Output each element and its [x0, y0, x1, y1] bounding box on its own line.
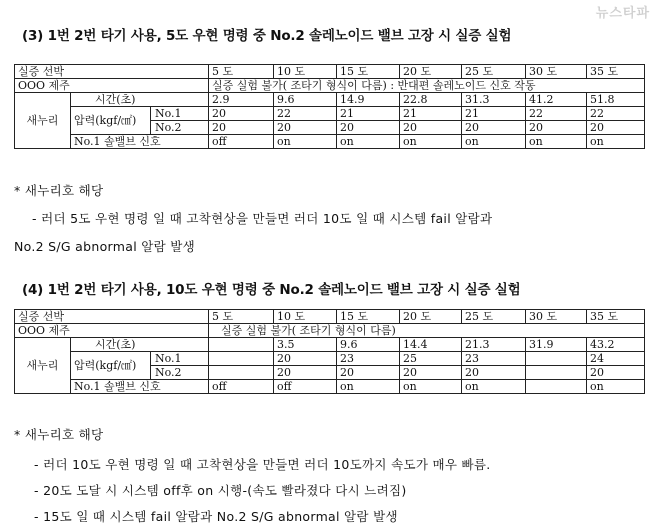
- table-row: [15, 338, 645, 352]
- ooo-vessel-label: OOO 제주: [15, 324, 209, 338]
- table-cell: on: [337, 380, 400, 394]
- table-cell: on: [526, 135, 587, 149]
- table-row: [15, 79, 645, 93]
- angle-cell: 5 도: [209, 65, 274, 79]
- table-cell: 21.3: [462, 338, 526, 352]
- table-header-row: [15, 65, 645, 79]
- section4-bullet: - 러더 10도 우현 명령 일 때 고착현상을 만들면 러더 10도까지 속도가 매우 빠름.: [34, 457, 491, 472]
- table-row: [15, 380, 645, 394]
- table-cell: on: [400, 380, 462, 394]
- table-cell: 41.2: [526, 93, 587, 107]
- table-cell: 25: [400, 352, 462, 366]
- table-cell: on: [587, 135, 645, 149]
- section4-bullet: - 20도 도달 시 시스템 off후 on 시행-(속도 빨라졌다 다시 느려짐): [34, 483, 407, 498]
- vessel-header-cell: 실증 선박: [15, 310, 209, 324]
- table-cell: 2.9: [209, 93, 274, 107]
- angle-cell: 10 도: [274, 65, 337, 79]
- table-cell: 20: [209, 121, 274, 135]
- table-cell: 20: [274, 352, 337, 366]
- table-cell: 22: [526, 107, 587, 121]
- table-cell: 20: [337, 121, 400, 135]
- table-cell: 14.9: [337, 93, 400, 107]
- section4-table: [14, 309, 645, 394]
- table-cell: off: [209, 380, 274, 394]
- table-cell: 22: [587, 107, 645, 121]
- no1-label: No.1: [151, 352, 209, 366]
- table-cell: [526, 352, 587, 366]
- table-cell: 20: [526, 121, 587, 135]
- ooo-note-cell: 실증 실험 불가( 조타기 형식이 다름) : 반대편 솔레노이드 신호 작동: [209, 79, 645, 93]
- valve-signal-label: No.1 솔밸브 신호: [71, 135, 209, 149]
- table-cell: 22: [274, 107, 337, 121]
- table-cell: 20: [209, 107, 274, 121]
- table-cell: on: [462, 135, 526, 149]
- angle-cell: 30 도: [526, 65, 587, 79]
- angle-cell: 25 도: [462, 65, 526, 79]
- sewol-vessel-label: 새누리: [15, 93, 71, 149]
- angle-cell: 35 도: [587, 310, 645, 324]
- table-cell: on: [400, 135, 462, 149]
- angle-cell: 20 도: [400, 310, 462, 324]
- table-row: [15, 93, 645, 107]
- vessel-header-cell: 실증 선박: [15, 65, 209, 79]
- angle-cell: 30 도: [526, 310, 587, 324]
- table-cell: 20: [400, 121, 462, 135]
- angle-cell: 20 도: [400, 65, 462, 79]
- table-cell: on: [587, 380, 645, 394]
- time-label: 시간(초): [71, 93, 209, 107]
- watermark-logo: 뉴스타파: [595, 6, 650, 21]
- table-cell: 20: [400, 366, 462, 380]
- ooo-note-cell: 실증 실험 불가( 조타기 형식이 다름): [209, 324, 645, 338]
- table-cell: 20: [462, 366, 526, 380]
- table-cell: 9.6: [337, 338, 400, 352]
- table-cell: [209, 352, 274, 366]
- table-cell: 31.3: [462, 93, 526, 107]
- angle-cell: 10 도: [274, 310, 337, 324]
- table-cell: on: [462, 380, 526, 394]
- section4-bullet: - 15도 일 때 시스템 fail 알람과 No.2 S/G abnormal 알람 발생: [34, 509, 398, 524]
- section3-bullet: - 러더 5도 우현 명령 일 때 고착현상을 만들면 러더 10도 일 때 시스템 fail 알람과: [32, 211, 493, 226]
- ooo-vessel-label: OOO 제주: [15, 79, 209, 93]
- table-cell: 24: [587, 352, 645, 366]
- table-cell: 9.6: [274, 93, 337, 107]
- section3-note-title: * 새누리호 해당: [14, 183, 104, 198]
- table-cell: 20: [587, 366, 645, 380]
- section3-bullet: No.2 S/G abnormal 알람 발생: [14, 239, 196, 254]
- table-cell: 20: [274, 121, 337, 135]
- table-cell: [526, 380, 587, 394]
- table-cell: 21: [400, 107, 462, 121]
- section4-note-title: * 새누리호 해당: [14, 427, 104, 442]
- no2-label: No.2: [151, 121, 209, 135]
- time-label: 시간(초): [71, 338, 209, 352]
- no1-label: No.1: [151, 107, 209, 121]
- table-cell: on: [274, 135, 337, 149]
- table-row: [15, 352, 645, 366]
- section3-heading: (3) 1번 2번 타기 사용, 5도 우현 명령 중 No.2 솔레노이드 밸브 고장 시 실증 실험: [22, 28, 512, 44]
- table-cell: 23: [337, 352, 400, 366]
- angle-cell: 25 도: [462, 310, 526, 324]
- table-cell: 22.8: [400, 93, 462, 107]
- angle-cell: 5 도: [209, 310, 274, 324]
- table-cell: 51.8: [587, 93, 645, 107]
- table-cell: 21: [462, 107, 526, 121]
- table-cell: 20: [337, 366, 400, 380]
- table-cell: 43.2: [587, 338, 645, 352]
- pressure-label: 압력(kgf/㎠): [71, 352, 151, 380]
- table-cell: 14.4: [400, 338, 462, 352]
- pressure-label: 압력(kgf/㎠): [71, 107, 151, 135]
- table-cell: 31.9: [526, 338, 587, 352]
- table-cell: 23: [462, 352, 526, 366]
- table-cell: off: [209, 135, 274, 149]
- valve-signal-label: No.1 솔밸브 신호: [71, 380, 209, 394]
- table-cell: 3.5: [274, 338, 337, 352]
- table-cell: off: [274, 380, 337, 394]
- table-row: [15, 324, 645, 338]
- table-cell: 21: [337, 107, 400, 121]
- angle-cell: 15 도: [337, 65, 400, 79]
- table-cell: [209, 338, 274, 352]
- table-cell: 20: [462, 121, 526, 135]
- table-cell: 20: [274, 366, 337, 380]
- table-cell: [209, 366, 274, 380]
- table-cell: [526, 366, 587, 380]
- section4-heading: (4) 1번 2번 타기 사용, 10도 우현 명령 중 No.2 솔레노이드 밸브 고장 시 실증 실험: [22, 282, 521, 298]
- table-cell: 20: [587, 121, 645, 135]
- table-header-row: [15, 310, 645, 324]
- sewol-vessel-label: 새누리: [15, 338, 71, 394]
- no2-label: No.2: [151, 366, 209, 380]
- angle-cell: 15 도: [337, 310, 400, 324]
- section3-table: [14, 64, 645, 149]
- table-row: [15, 135, 645, 149]
- table-row: [15, 107, 645, 121]
- angle-cell: 35 도: [587, 65, 645, 79]
- table-cell: on: [337, 135, 400, 149]
